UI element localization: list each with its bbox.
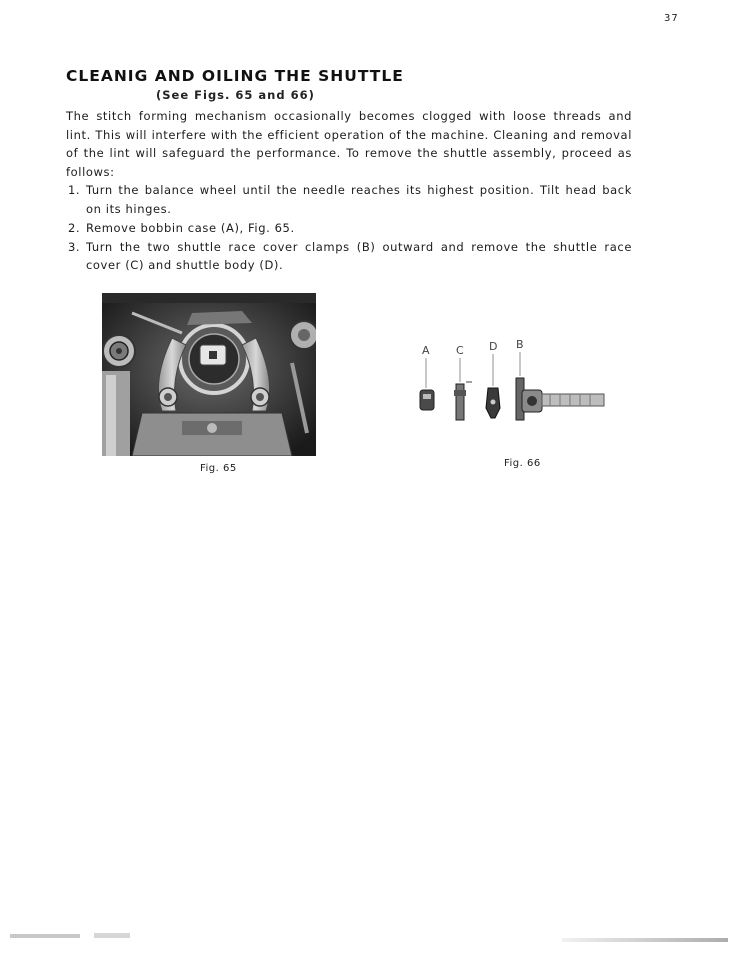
fig66-caption: Fig. 66	[504, 458, 541, 469]
fig66-drawing	[418, 338, 612, 430]
part-label-c: C	[456, 344, 464, 357]
page-number: 37	[664, 13, 679, 24]
step-text: Remove bobbin case (A), Fig. 65.	[86, 220, 295, 235]
part-label-b: B	[516, 338, 524, 351]
fig65-caption: Fig. 65	[200, 463, 237, 474]
section-title: CLEANIG AND OILING THE SHUTTLE	[66, 67, 404, 85]
step-number: 1.	[68, 183, 81, 197]
shaft	[542, 394, 604, 406]
steps-list	[66, 181, 632, 275]
intro-paragraph: The stitch forming mechanism occasionally becomes clogged with loose threads and lint. This will interfere with the efficient operation of the machine. Cleaning and removal of the lint will safeguard the performance. To remove the shuttle assembly, proceed as follows:	[66, 109, 632, 179]
fig66-parts	[418, 338, 612, 430]
part-c-race-cover	[456, 384, 464, 420]
part-a-bobbin-case	[420, 390, 434, 410]
step-text: Turn the two shuttle race cover clamps (B) outward and remove the shuttle race cover (C) and shuttle body (D).	[86, 239, 632, 272]
part-label-a: A	[422, 344, 430, 357]
step-item	[66, 238, 632, 275]
step-item	[66, 181, 632, 218]
step-text: Turn the balance wheel until the needle reaches its highest position. Tilt head back on its hinges.	[86, 183, 632, 216]
step-item	[66, 219, 632, 238]
fig65-photo	[102, 293, 316, 456]
section-subtitle: (See Figs. 65 and 66)	[156, 88, 315, 102]
step-number: 2.	[68, 220, 81, 235]
scan-artifact-left	[10, 932, 150, 940]
part-label-d: D	[489, 340, 498, 353]
step-number: 3.	[68, 239, 81, 254]
scan-artifact-right	[562, 938, 728, 942]
